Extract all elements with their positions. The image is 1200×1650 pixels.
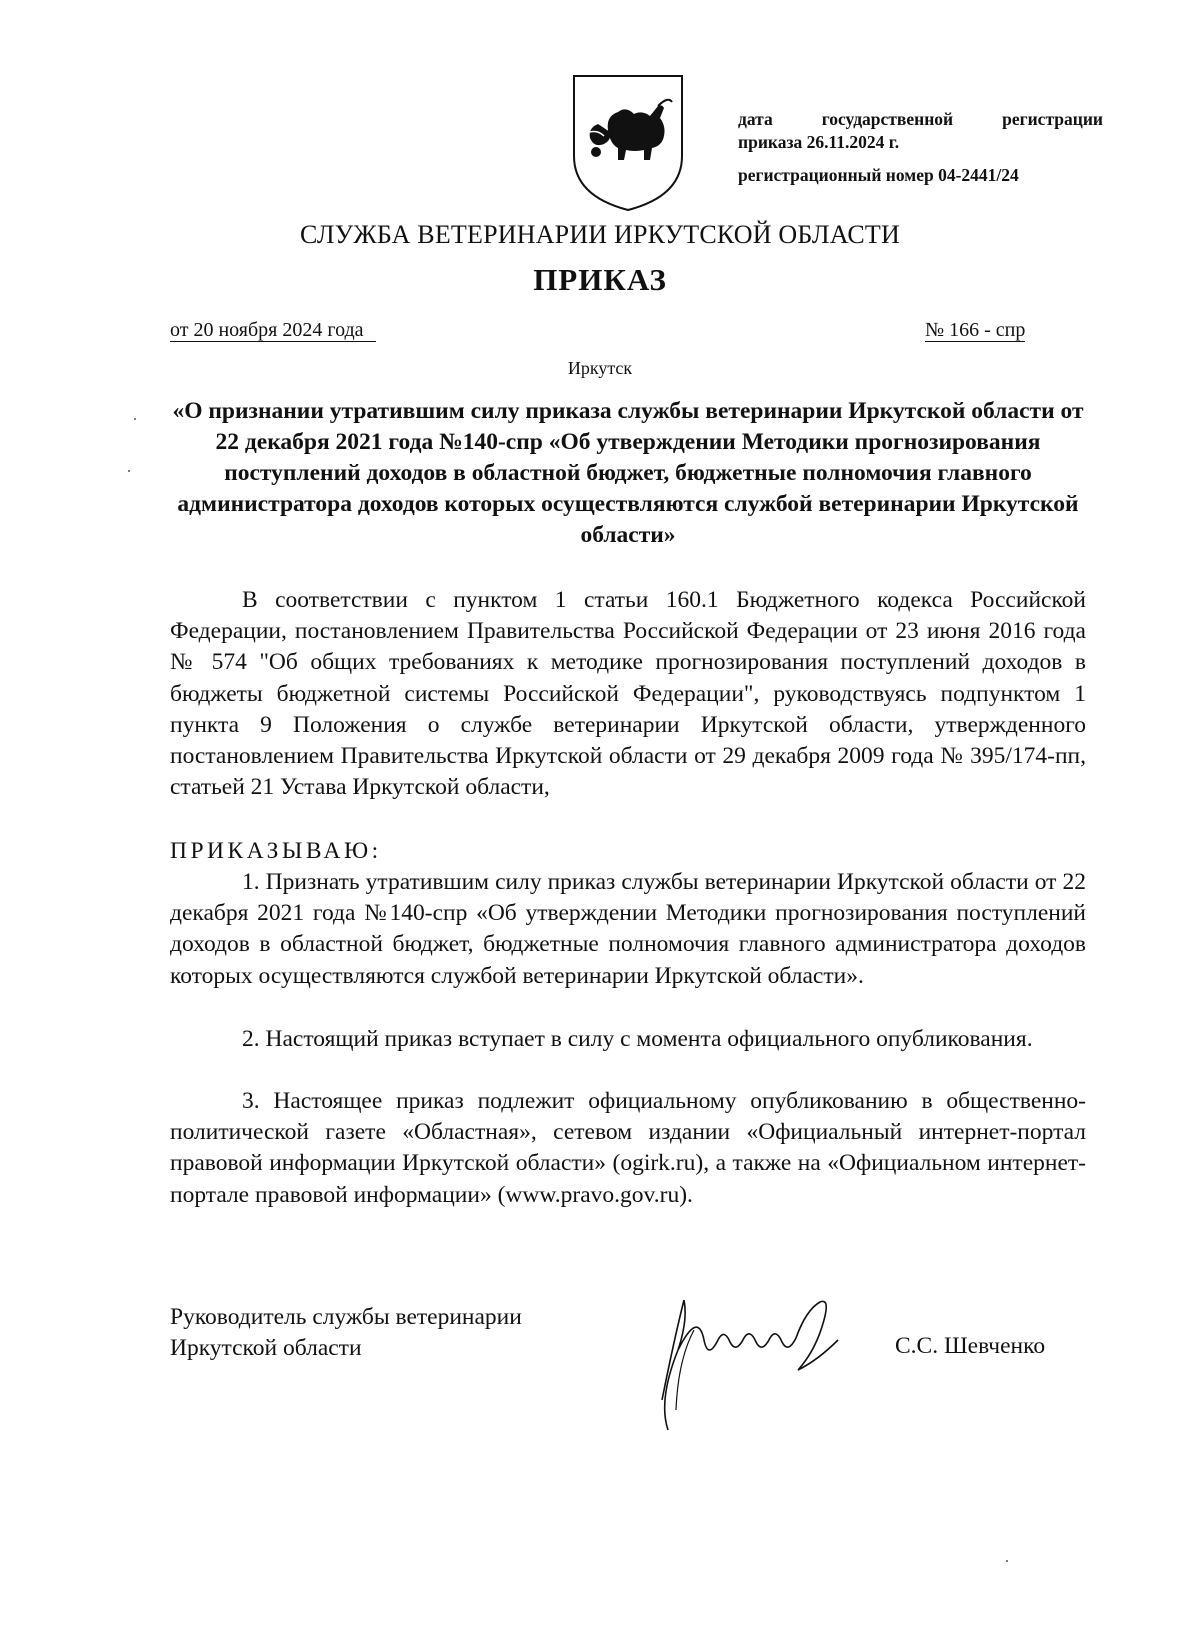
document-city: Иркутск (567, 358, 633, 378)
registration-date-line: дата государственной регистрации (738, 109, 1103, 129)
document-number: № 166 - спр (925, 319, 1026, 341)
signatory-name: С.С. Шевченко (895, 1333, 1046, 1359)
document-type-title: ПРИКАЗ (533, 262, 667, 297)
registration-order-date: приказа 26.11.2024 г. (738, 132, 900, 152)
order-item-1: 1. Признать утратившим силу приказ службы ветеринарии Иркутской области от 22 декабря 2021 года №140-спр «Об утверждении Методики прогнозирования поступлений доходов в областной бюджет, бюджетные полномочия главного администратора доходов которых осуществляются службой ветеринарии Иркутской области». (170, 869, 1086, 989)
scan-speck (1006, 1560, 1008, 1562)
registration-number: регистрационный номер 04-2441/24 (738, 165, 1019, 185)
scan-speck (128, 470, 130, 472)
coat-of-arms-icon (568, 72, 688, 214)
preamble-paragraph: В соответствии с пунктом 1 статьи 160.1 Бюджетного кодекса Российской Федерации, постановлением Правительства Российской Федерации от 23 июня 2016 года № 574 "Об общих требованиях к методике прогнозирования поступлений доходов в бюджеты бюджетной системы Российской Федерации", руководствуясь подпунктом 1 пункта 9 Положения о службе ветеринарии Иркутской области, утвержденного постановлением Правительства Иркутской области от 29 декабря 2009 года № 395/174-пп, статьей 21 Устава Иркутской области, (170, 587, 1086, 801)
scan-speck (134, 418, 136, 420)
order-item-2: 2. Настоящий приказ вступает в силу с момента официального опубликования. (242, 1026, 1033, 1052)
order-keyword: ПРИКАЗЫВАЮ: (170, 838, 382, 864)
document-date: от 20 ноября 2024 года (170, 319, 376, 342)
signatory-position: Руководитель службы ветеринарии Иркутской области (170, 1304, 522, 1361)
order-item-3: 3. Настоящее приказ подлежит официальному опубликованию в общественно-политической газете «Областная», сетевом издании «Официальный интернет-портал правовой информации Иркутской области» (ogirk.ru), а также на «Официальном интернет-портале правовой информации» (www.pravo.gov.ru). (170, 1088, 1086, 1208)
handwritten-signature (648, 1280, 868, 1450)
document-subject: «О признании утратившим силу приказа службы ветеринарии Иркутской области от 22 декабря 2021 года №140-спр «Об утверждении Методики прогнозирования поступлений доходов в областной бюджет, бюджетные полномочия главного администратора доходов которых осуществляются службой ветеринарии Иркутской области» (172, 398, 1084, 548)
registration-date-label (738, 108, 1103, 131)
organization-name: СЛУЖБА ВЕТЕРИНАРИИ ИРКУТСКОЙ ОБЛАСТИ (300, 220, 900, 249)
